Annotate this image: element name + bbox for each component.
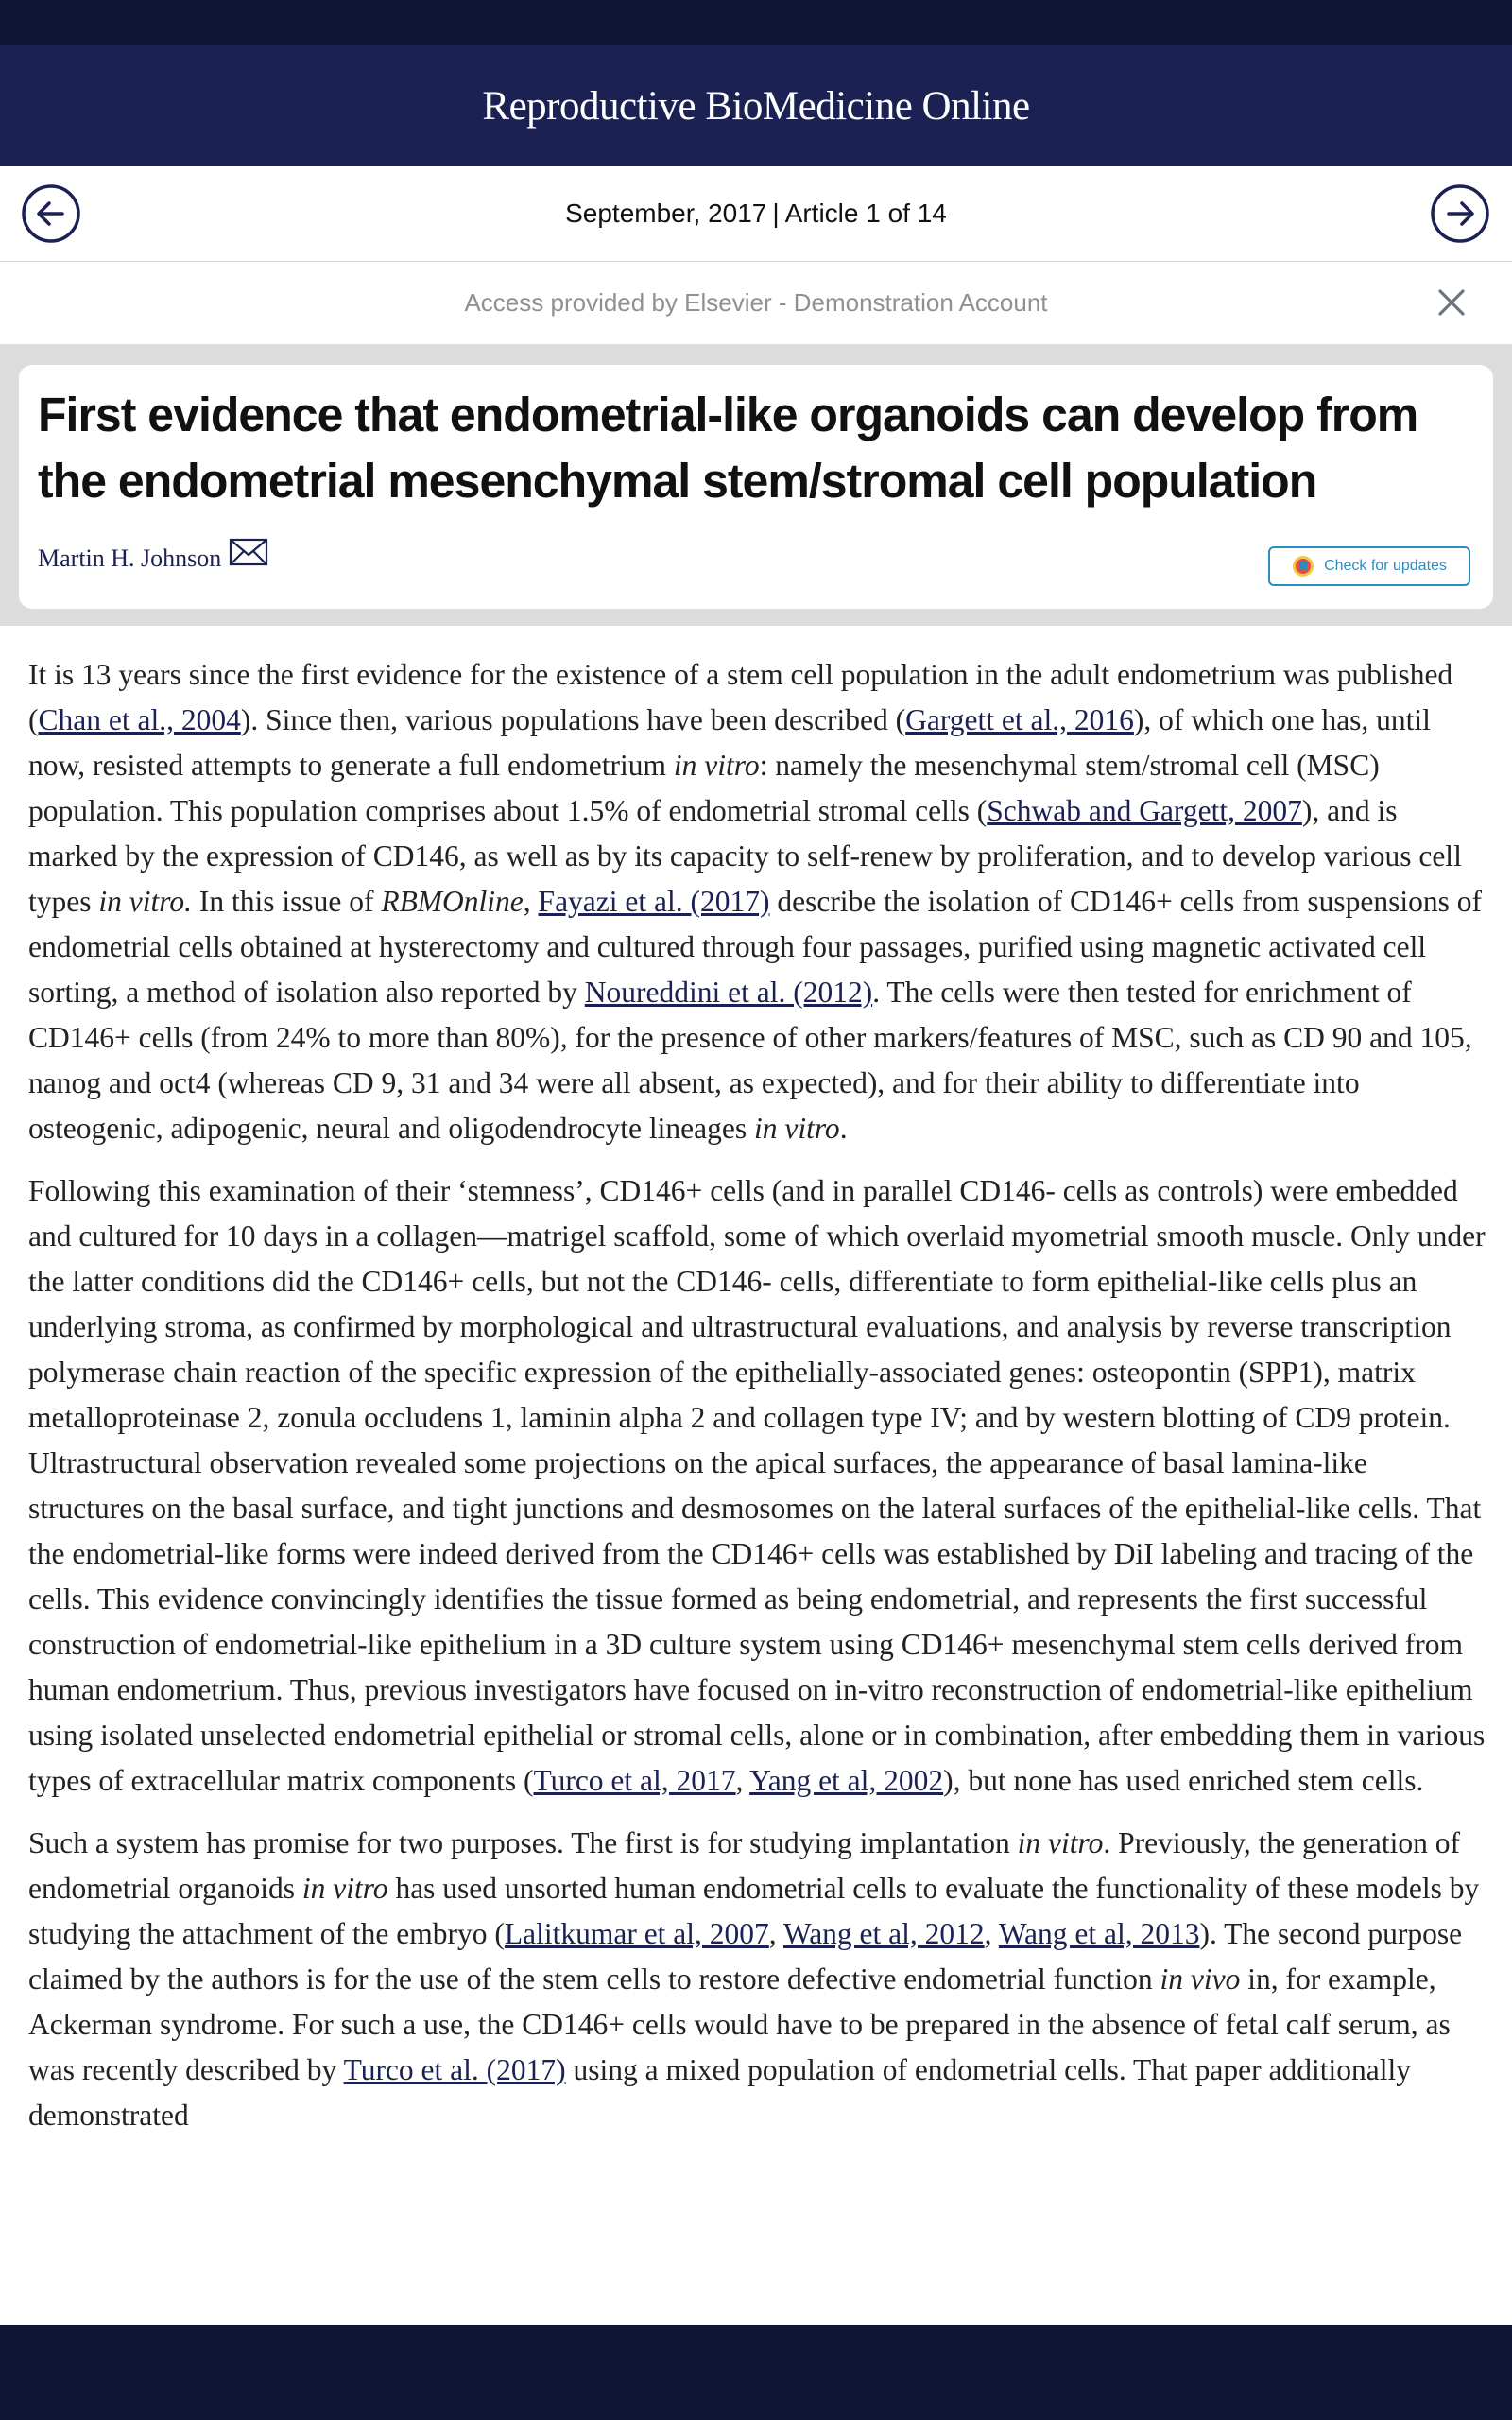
author-row [38, 544, 268, 573]
paragraph-1 [28, 652, 1488, 1151]
paragraph-2 [28, 1168, 1488, 1804]
previous-article-button[interactable] [21, 183, 81, 244]
citation-link[interactable]: Chan et al., 2004 [38, 703, 241, 736]
citation-link[interactable]: Turco et al, 2017 [533, 1764, 736, 1797]
article-position: Article 1 of 14 [784, 199, 947, 228]
body-text: , [735, 1764, 750, 1797]
citation-link[interactable]: Fayazi et al. (2017) [538, 885, 770, 918]
journal-header [0, 45, 1512, 166]
citation-link[interactable]: Wang et al, 2012 [782, 1917, 985, 1950]
body-text: has used unsorted human endometrial cells to evaluate the functionality of these models by studying the attachment of the embryo ( [28, 1872, 1480, 1950]
issue-separator: | [772, 199, 780, 228]
body-text: , [768, 1917, 783, 1950]
citation-link[interactable]: Schwab and Gargett, 2007 [987, 794, 1302, 827]
italic-text: in vivo [1160, 1962, 1241, 1996]
check-for-updates-button[interactable] [1268, 546, 1470, 586]
body-text: ), but none has used enriched stem cells. [943, 1764, 1424, 1797]
next-article-button[interactable] [1430, 183, 1490, 244]
access-text: Access provided by Elsevier - Demonstration Account [464, 288, 1048, 317]
close-icon[interactable] [1435, 285, 1469, 320]
italic-text: in vitro [673, 749, 760, 782]
access-banner [0, 262, 1512, 344]
body-text: ). The second purpose claimed by the authors is for the use of the stem cells to restore defective endometrial function [28, 1917, 1463, 1996]
body-text: describe the isolation of CD146+ cells from suspensions of endometrial cells obtained at hysterectomy and cultured through four passages, purified using magnetic activated cell sorting, a method of isolation also reported by [28, 885, 1482, 1009]
citation-link[interactable]: Yang et al, 2002 [749, 1764, 944, 1797]
bottom-navigation-bar [0, 2325, 1512, 2420]
check-updates-label: Check for updates [1324, 558, 1447, 574]
italic-text: in vitro [753, 1112, 840, 1145]
article-body [28, 652, 1488, 2325]
status-bar [0, 0, 1512, 45]
body-text: ), and is marked by the expression of CD146, as well as by its capacity to self-renew by proliferation, and to develop various cell types [28, 794, 1462, 918]
body-text: . [839, 1112, 848, 1145]
mail-icon[interactable] [229, 538, 268, 566]
citation-link[interactable]: Turco et al. (2017) [343, 2053, 566, 2086]
paragraph-3 [28, 1821, 1488, 2138]
citation-link[interactable]: Wang et al, 2013 [998, 1917, 1200, 1950]
body-text: It is 13 years since the first evidence for the existence of a stem cell population in the adult endometrium was published ( [28, 658, 1453, 736]
body-text: in, for example, Ackerman syndrome. For such a use, the CD146+ cells would have to be prepared in the absence of fetal calf serum, as was recently described by [28, 1962, 1451, 2086]
body-text: In this issue of [191, 885, 382, 918]
citation-link[interactable]: Noureddini et al. (2012) [584, 976, 873, 1009]
body-text: Such a system has promise for two purposes. The first is for studying implantation [28, 1826, 1018, 1859]
body-text: ), of which one has, until now, resisted attempts to generate a full endometrium [28, 703, 1431, 782]
italic-text: in vitro. [98, 885, 192, 918]
body-text: , [523, 885, 539, 918]
body-text: using a mixed population of endometrial cells. That paper additionally demonstrated [28, 2053, 1411, 2132]
issue-info [0, 166, 1512, 261]
article-title-card [19, 365, 1493, 609]
check-updates-icon [1292, 555, 1314, 578]
body-text: . The cells were then tested for enrichment of CD146+ cells (from 24% to more than 80%), for the presence of other markers/features of MSC, such as CD 90 and 105, nanog and oct4 (whereas CD 9, 31 and 34 were all absent, as expected), and for their ability to differentiate into osteogenic, adipogenic, neural and oligodendrocyte lineages [28, 976, 1472, 1145]
body-text: : namely the mesenchymal stem/stromal cell (MSC) population. This population comprises about 1.5% of endometrial stromal cells ( [28, 749, 1380, 827]
italic-text: in vitro [301, 1872, 388, 1905]
italic-text: RBMOnline [381, 885, 524, 918]
author-name[interactable]: Martin H. Johnson [38, 544, 222, 572]
body-text: ). Since then, various populations have been described ( [240, 703, 906, 736]
body-text: . Previously, the generation of endometrial organoids [28, 1826, 1460, 1905]
body-text: , [984, 1917, 999, 1950]
body-text: Following this examination of their ‘stemness’, CD146+ cells (and in parallel CD146- cells as controls) were embedded and cultured for 10 days in a collagen—matrigel scaffold, some of which overlaid myometrial smooth muscle. Only under the latter conditions did the CD146+ cells, but not the CD146- cells, differentiate to form epithelial-like cells plus an underlying stroma, as confirmed by morphological and ultrastructural evaluations, and analysis by reverse transcription polymerase chain reaction of the specific expression of the epithelially-associated genes: osteopontin (SPP1), matrix metalloproteinase 2, zonula occludens 1, laminin alpha 2 and collagen type IV; and by western blotting of CD9 protein. Ultrastructural observation revealed some projections on the apical surfaces, the appearance of basal lamina-like structures on the basal surface, and tight junctions and desmosomes on the lateral surfaces of the epithelial-like cells. That the endometrial-like forms were indeed derived from the CD146+ cells was established by DiI labeling and tracing of the cells. This evidence convincingly identifies the tissue formed as being endometrial, and represents the first successful construction of endometrial-like epithelium in a 3D culture system using CD146+ mesenchymal stem cells derived from human endometrium. Thus, previous investigators have focused on in-vitro reconstruction of endometrial-like epithelium using isolated unselected endometrial epithelial or stromal cells, alone or in combination, after embedding them in various types of extracellular matrix components ( [28, 1174, 1486, 1797]
citation-link[interactable]: Lalitkumar et al, 2007 [504, 1917, 769, 1950]
issue-date: September, 2017 [565, 199, 767, 228]
article-nav-bar [0, 166, 1512, 262]
citation-link[interactable]: Gargett et al., 2016 [905, 703, 1134, 736]
journal-title: Reproductive BioMedicine Online [482, 83, 1030, 129]
italic-text: in vitro [1017, 1826, 1104, 1859]
article-title: First evidence that endometrial-like organoids can develop from the endometrial mesenchymal stem/stromal cell population [38, 388, 1418, 508]
